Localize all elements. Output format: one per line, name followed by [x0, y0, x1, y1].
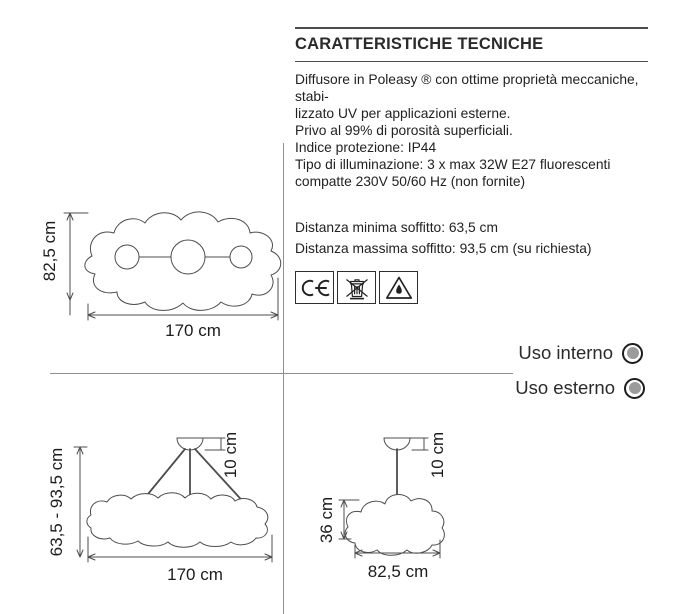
usage-indoor-indicator [622, 343, 643, 364]
usage-outdoor-indicator [624, 378, 645, 399]
description-line: Tipo di illuminazione: 3 x max 32W E27 fluorescenti [295, 157, 611, 172]
cloud-front-outline [345, 495, 444, 556]
description-line: lizzato UV per applicazioni esterne. [295, 106, 511, 121]
cloud-side-outline [87, 493, 268, 548]
front-view-height-dimension: 36 cm [317, 496, 336, 544]
drop-triangle-icon [379, 271, 418, 304]
usage-outdoor [515, 377, 645, 399]
horizontal-divider-line [50, 373, 513, 374]
top-view-width-dimension: 170 cm [165, 321, 221, 340]
tech-description [295, 71, 648, 190]
top-view-drawing [30, 196, 285, 346]
description-line: Diffusore in Poleasy ® con ottime proprietà meccaniche, stabi- [295, 72, 639, 104]
diagram-top-view [30, 196, 285, 346]
distance-max-line: Distanza massima soffitto: 93,5 cm (su richiesta) [295, 241, 592, 256]
diagram-front-view [315, 425, 475, 590]
usage-indoor [518, 342, 643, 364]
top-view-height-dimension: 82,5 cm [40, 220, 59, 282]
front-view-canopy-dimension: 10 cm [428, 431, 447, 479]
ceiling-distance-info [295, 217, 648, 259]
diagram-side-view [35, 425, 295, 590]
side-view-drawing [35, 425, 295, 590]
certification-marks [295, 271, 418, 304]
description-line: Indice protezione: IP44 [295, 140, 437, 155]
usage-outdoor-label: Uso esterno [515, 377, 615, 398]
side-view-canopy-dimension: 10 cm [221, 431, 240, 479]
side-view-width-dimension: 170 cm [167, 565, 223, 584]
tech-specs-section [295, 27, 648, 259]
description-line: compatte 230V 50/60 Hz (non fornite) [295, 174, 526, 189]
height-dimension-line [64, 213, 88, 315]
usage-indoor-label: Uso interno [518, 342, 613, 363]
front-view-width-dimension: 82,5 cm [367, 562, 429, 581]
drop-height-dimension-line [74, 447, 87, 557]
canopy-dimension-line [410, 438, 428, 450]
distance-min-line: Distanza minima soffitto: 63,5 cm [295, 220, 498, 235]
description-line: Privo al 99% di porosità superficiali. [295, 123, 513, 138]
weee-crossed-bin-icon [337, 271, 376, 304]
ce-mark-icon [295, 271, 334, 304]
section-title: CARATTERISTICHE TECNICHE [295, 27, 648, 62]
side-view-drop-dimension: 63,5 - 93,5 cm [47, 447, 66, 557]
